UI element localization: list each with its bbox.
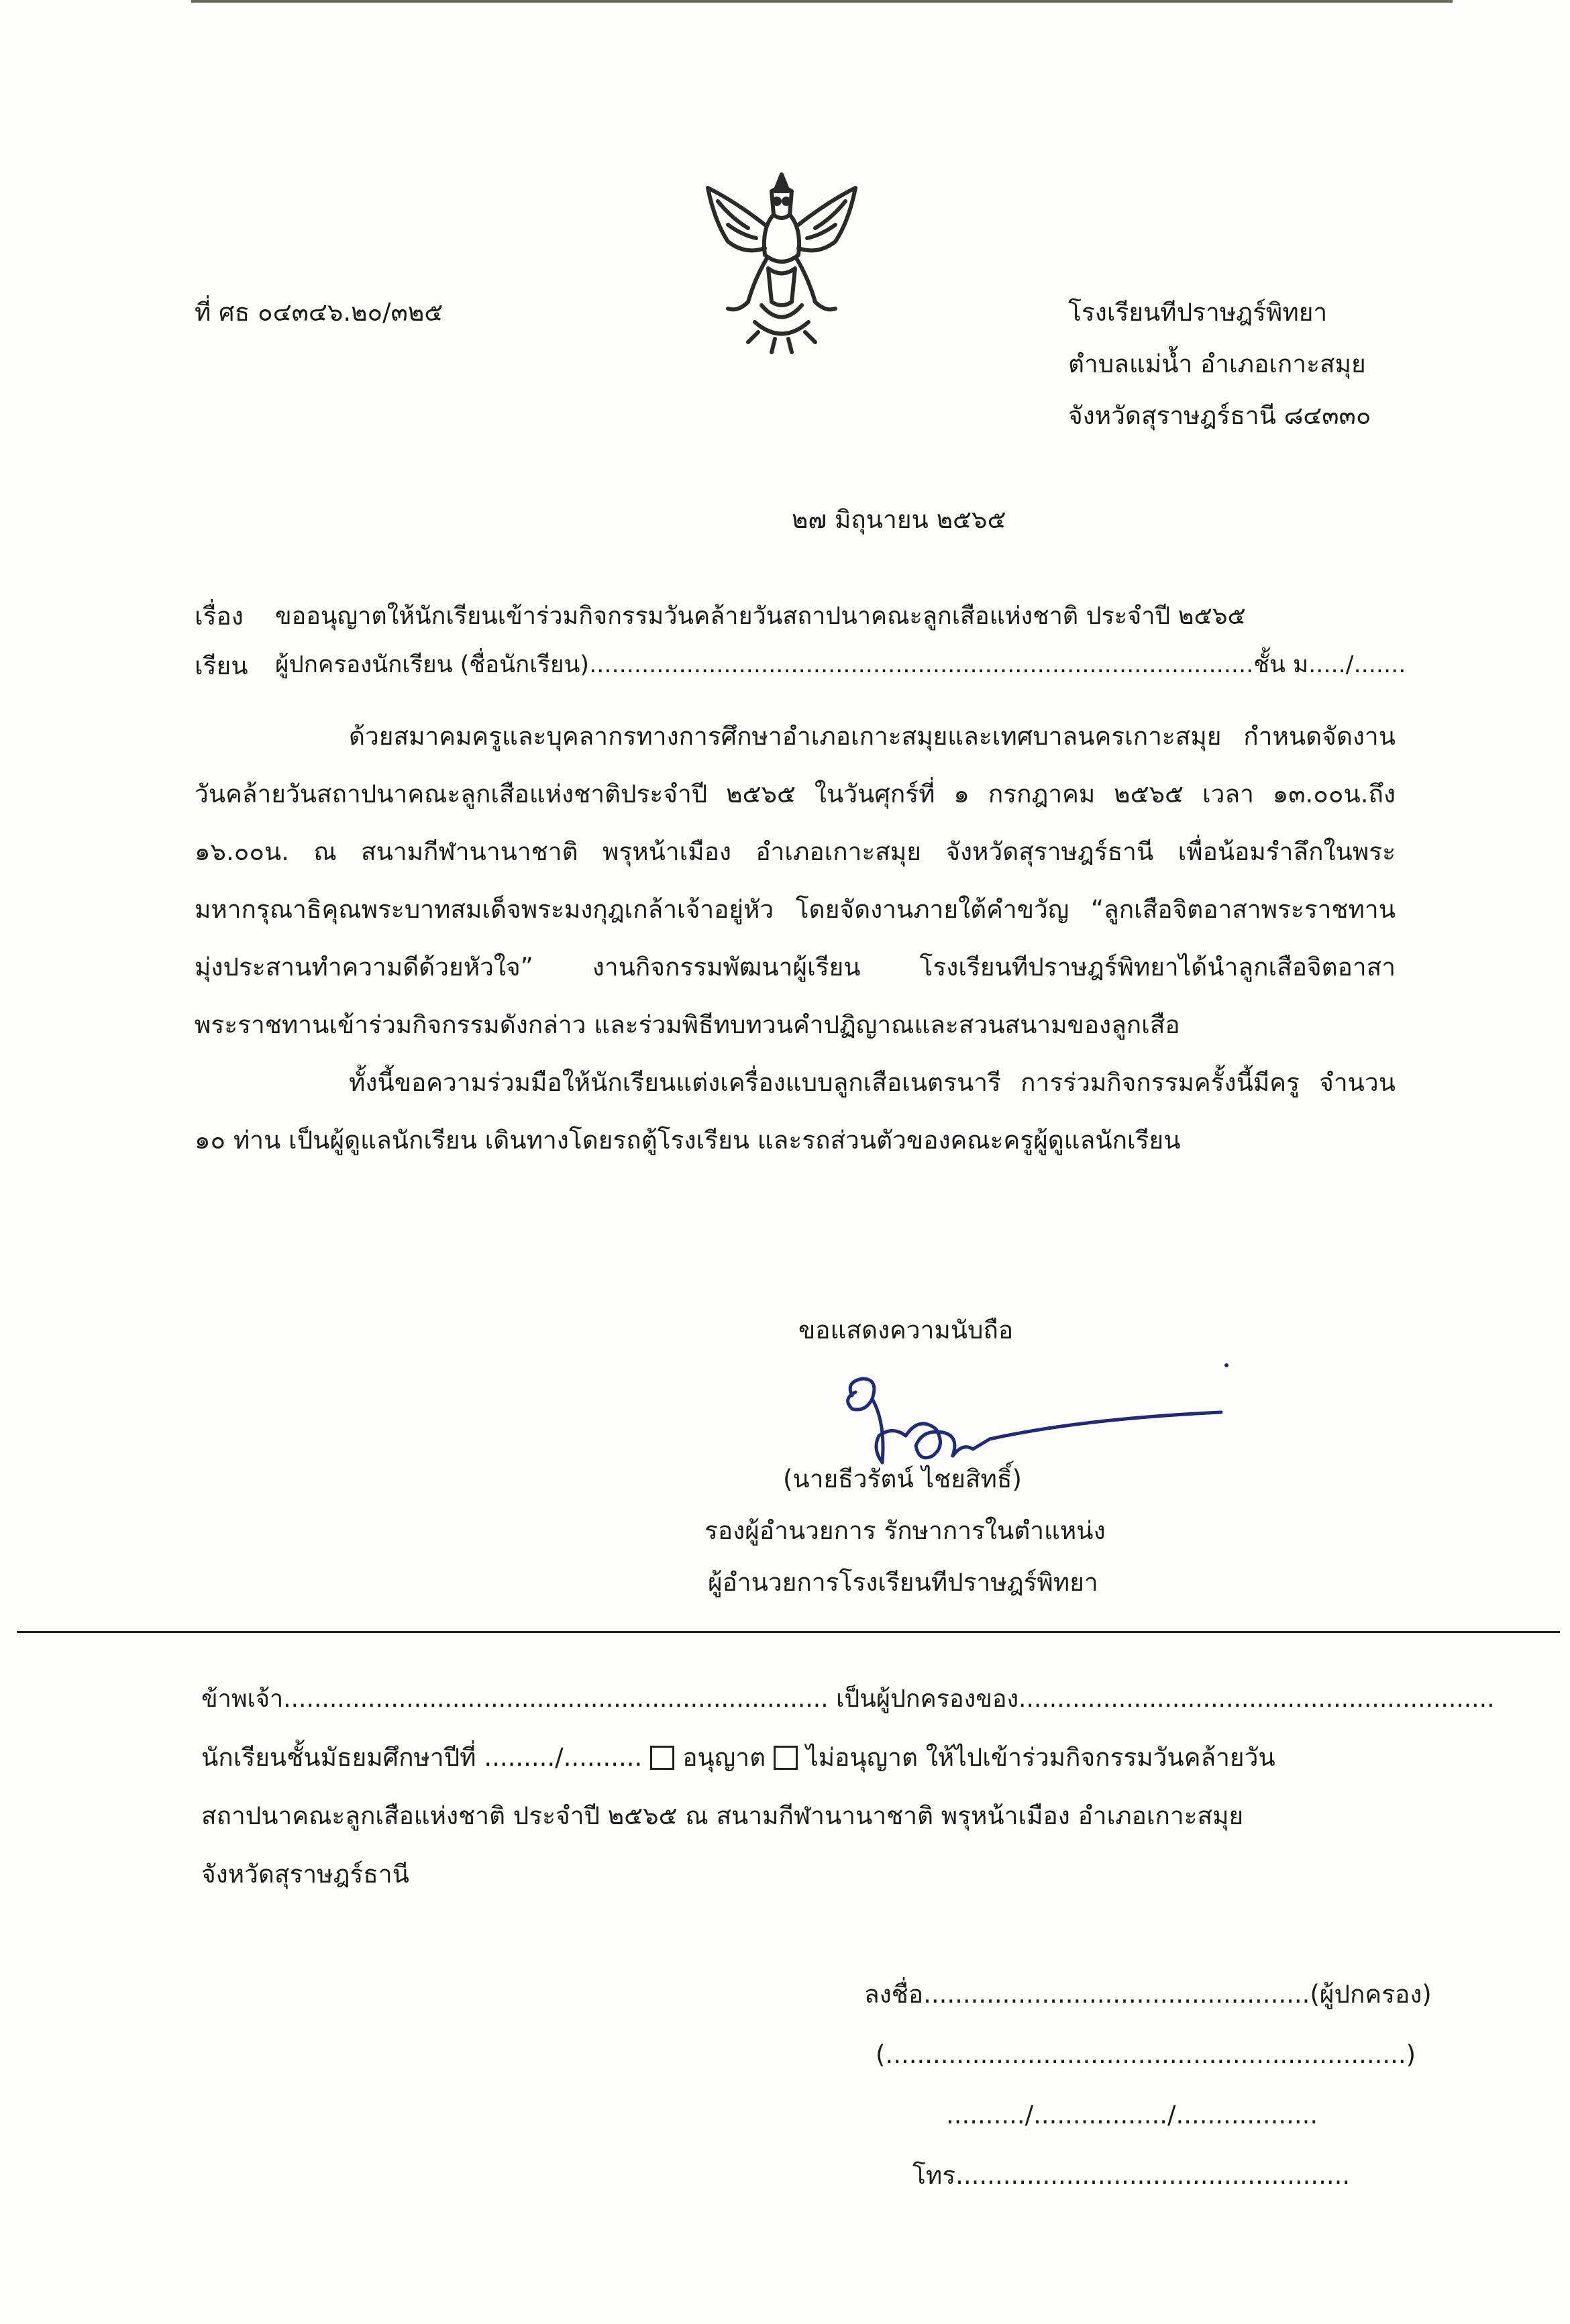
grade-field[interactable]: นักเรียนชั้นมัธยมศึกษาปีที่ ........./.......... xyxy=(201,1743,643,1772)
reply-line-1: ข้าพเจ้า....................................................................... เป็นผู้ปกครองของ.............................................................. xyxy=(201,1685,1495,1713)
reply-line-2-suffix: ให้ไปเข้าร่วมกิจกรรมวันคล้ายวัน xyxy=(925,1743,1275,1772)
reply-date-line[interactable]: ........../................./.................. xyxy=(946,2101,1318,2129)
address-line-1: ตำบลแม่น้ำ อำเภอเกาะสมุย xyxy=(1068,350,1366,378)
reference-number: ที่ ศธ ๐๔๓๔๖.๒๐/๓๒๕ xyxy=(195,298,443,327)
tear-off-divider xyxy=(17,1631,1560,1633)
body-paragraph-2-text: ทั้งนี้ขอความร่วมมือให้นักเรียนแต่งเครื่องแบบลูกเสือเนตรนารี การร่วมกิจกรรมครั้งนี้มีครู จำนวน ๑๐ ท่าน เป็นผู้ดูแลนักเรียน เดินทางโดยรถตู้โรงเรียน และรถส่วนตัวของคณะครูผู้ดูแลนักเรียน xyxy=(195,1068,1396,1155)
signer-name: (นายธีวรัตน์ ไชยสิทธิ์) xyxy=(783,1465,1022,1493)
subject-text: ขออนุญาตให้นักเรียนเข้าร่วมกิจกรรมวันคล้ายวันสถาปนาคณะลูกเสือแห่งชาติ ประจำปี ๒๕๖๕ xyxy=(275,602,1246,630)
phone-line[interactable]: โทร.................................................. xyxy=(912,2161,1351,2190)
reply-line-3: สถาปนาคณะลูกเสือแห่งชาติ ประจำปี ๒๕๖๕ ณ สนามกีฬานานาชาติ พรุหน้าเมือง อำเภอเกาะสมุย xyxy=(201,1801,1244,1830)
body-paragraph-2 xyxy=(195,1054,1396,1169)
signature-icon xyxy=(825,1362,1241,1476)
subject-label: เรื่อง xyxy=(195,602,244,631)
signer-title-1: รองผู้อำนวยการ รักษาการในตำแหน่ง xyxy=(704,1516,1106,1545)
allow-checkbox[interactable] xyxy=(650,1746,674,1770)
closing-text: ขอแสดงความนับถือ xyxy=(798,1316,1014,1344)
deny-checkbox[interactable] xyxy=(774,1746,798,1770)
parent-name-line[interactable]: (..................................................................) xyxy=(876,2040,1416,2069)
school-name: โรงเรียนทีปราษฎร์พิทยา xyxy=(1068,298,1328,327)
top-edge-rule xyxy=(191,0,1453,3)
signer-title-2: ผู้อำนวยการโรงเรียนทีปราษฎร์พิทยา xyxy=(708,1568,1098,1597)
recipient-label: เรียน xyxy=(195,651,248,680)
allow-label: อนุญาต xyxy=(682,1743,766,1772)
body-paragraph-1 xyxy=(195,708,1396,1054)
reply-line-2 xyxy=(201,1742,1275,1773)
garuda-emblem-icon xyxy=(681,161,882,362)
letter-date: ๒๗ มิถุนายน ๒๕๖๕ xyxy=(792,505,1006,534)
deny-label: ไม่อนุญาต xyxy=(806,1743,918,1772)
body-paragraph-1-text: ด้วยสมาคมครูและบุคลากรทางการศึกษาอำเภอเกาะสมุยและเทศบาลนครเกาะสมุย กำหนดจัดงานวันคล้ายวันสถาปนาคณะลูกเสือแห่งชาติประจำปี ๒๕๖๕ ในวันศุกร์ที่ ๑ กรกฎาคม ๒๕๖๕ เวลา ๑๓.๐๐น.ถึง ๑๖.๐๐น. ณ สนามกีฬานานาชาติ พรุหน้าเมือง อำเภอเกาะสมุย จังหวัดสุราษฎร์ธานี เพื่อน้อมรำลึกในพระมหากรุณาธิคุณพระบาทสมเด็จพระมงกุฎเกล้าเจ้าอยู่หัว โดยจัดงานภายใต้คำขวัญ “ลูกเสือจิตอาสาพระราชทาน มุ่งประสานทำความดีด้วยหัวใจ” งานกิจกรรมพัฒนาผู้เรียน โรงเรียนทีปราษฎร์พิทยาได้นำลูกเสือจิตอาสาพระราชทานเข้าร่วมกิจกรรมดังกล่าว และร่วมพิธีทบทวนคำปฏิญาณและสวนสนามของลูกเสือ xyxy=(195,722,1396,1039)
reply-line-4: จังหวัดสุราษฎร์ธานี xyxy=(201,1860,409,1889)
parent-signature-line[interactable]: ลงชื่อ.................................................(ผู้ปกครอง) xyxy=(864,1980,1432,2009)
address-line-2: จังหวัดสุราษฎร์ธานี ๘๔๓๓๐ xyxy=(1068,401,1371,430)
recipient-text: ผู้ปกครองนักเรียน (ชื่อนักเรียน).........................................................................................ชั้น ม...../....... xyxy=(275,651,1406,678)
